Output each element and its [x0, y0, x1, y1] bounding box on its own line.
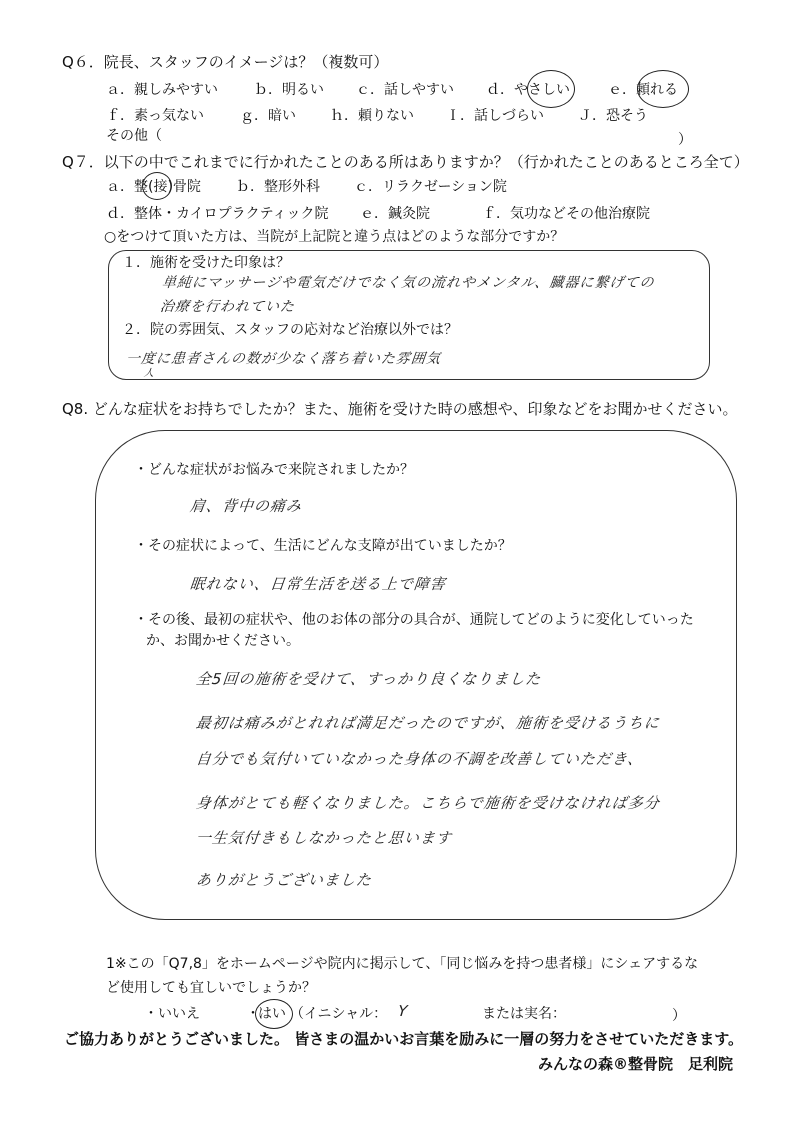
q7-option-b: ｂ．整形外科 [236, 179, 320, 195]
q6-option-d: ｄ．やさしい [486, 82, 570, 98]
footer-thanks: ご協力ありがとうございました。 皆さまの温かいお言葉を励みに一層の努力をさせていただきます。 [64, 1030, 744, 1048]
q6-title: Q６．院長、スタッフのイメージは？（複数可） [62, 53, 389, 71]
q7-sub2-answer: 一度に患者さんの数が少なく落ち着いた雰囲気 [125, 351, 442, 367]
q8-answer1: 肩、背中の痛み [189, 497, 303, 515]
q8-answer3-line4: 身体がとても軽くなりました。こちらで施術を受けなければ多分 [195, 794, 661, 812]
q6-option-b: ｂ．明るい [254, 82, 324, 98]
q7-option-a-circle-mark [142, 172, 172, 200]
q7-followup: ○をつけて頂いた方は、当院が上記院と違う点はどのような部分ですか？ [104, 229, 565, 245]
q8-prompt1: ・どんな症状がお悩みで来院されましたか？ [134, 462, 414, 478]
q8-answer2: 眠れない、日常生活を送る上で障害 [189, 575, 447, 593]
q7-sub1-answer-line1: 単純にマッサージや電気だけでなく気の流れやメンタル、臓器に繋げての [161, 275, 656, 291]
q8-answer3-line6: ありがとうございました [195, 871, 373, 889]
consent-option-yes: はい [258, 1006, 286, 1022]
q8-prompt2: ・その症状によって、生活にどんな支障が出ていましたか？ [134, 538, 512, 554]
q8-answer3-line3: 自分でも気付いていなかった身体の不調を改善していただき、 [195, 750, 645, 768]
q6-option-i: Ｉ．話しづらい [446, 108, 544, 124]
q8-answer3-line1: 全5回の施術を受けて、すっかり良くなりました [195, 670, 543, 688]
q6-option-e: ｅ．頼れる [608, 82, 678, 98]
footer-clinic-name: みんなの森®整骨院 足利院 [538, 1055, 734, 1073]
q6-option-c: ｃ．話しやすい [356, 82, 454, 98]
q6-option-f: ｆ．素っ気ない [106, 108, 204, 124]
q8-prompt3-line2: か、お聞かせください。 [146, 633, 300, 649]
q7-sub2-label: ２．院の雰囲気、スタッフの応対など治療以外では？ [122, 322, 458, 338]
q6-option-d-circle-mark [527, 70, 575, 108]
q7-option-e: ｅ．鍼灸院 [360, 206, 430, 222]
consent-realname-label: または実名： [482, 1006, 566, 1022]
q8-title: Q8. どんな症状をお持ちでしたか？また、施術を受けた時の感想や、印象などをお聞かせください。 [62, 400, 738, 418]
consent-initial-value: Y [397, 1002, 410, 1020]
q7-option-c: ｃ．リラクゼーション院 [354, 179, 507, 195]
q6-option-j: Ｊ．恐そう [578, 108, 648, 124]
q6-option-h: ｈ．頼りない [330, 108, 414, 124]
q7-option-a: ａ．整(接)骨院 [106, 179, 201, 195]
q7-option-d: ｄ．整体・カイロプラクティック院 [106, 206, 329, 222]
q6-other-label: その他（ [106, 128, 162, 144]
q6-option-a: ａ．親しみやすい [106, 82, 218, 98]
q8-answer3-line5: 一生気付きもしなかったと思います [195, 829, 453, 847]
q7-sub1-answer-line2: 治療を行われていた [159, 299, 296, 315]
consent-option-yes-bullet: ・ [246, 1006, 260, 1022]
q8-prompt3-line1: ・その後、最初の症状や、他のお体の部分の具合が、通院してどのように変化していった [134, 612, 694, 628]
consent-realname-close: ） [672, 1008, 686, 1024]
q6-option-g: ｇ．暗い [240, 108, 296, 124]
q8-answer3-line2: 最初は痛みがとれれば満足だったのですが、施術を受けるうちに [195, 714, 661, 732]
q7-sub2-answer-note: 人 [143, 368, 156, 379]
q7-option-f: ｆ．気功などその他治療院 [482, 206, 650, 222]
consent-option-no: ・いいえ [144, 1006, 200, 1022]
q6-option-e-circle-mark [637, 70, 689, 108]
consent-initial-label: （イニシャル： [290, 1006, 388, 1022]
q6-other-close: ） [678, 132, 692, 148]
q7-sub1-label: １．施術を受けた印象は？ [122, 255, 290, 271]
consent-line2: ど使用しても宜しいでしょうか？ [106, 980, 316, 996]
q7-title: Q７．以下の中でこれまでに行かれたことのある所はありますか？（行かれたことのあるところ全て） [62, 153, 749, 171]
consent-yes-circle-mark [255, 999, 293, 1029]
consent-line1: 1※この「Q7,8」をホームページや院内に掲示して、「同じ悩みを持つ患者様」にシェアするな [106, 956, 699, 972]
